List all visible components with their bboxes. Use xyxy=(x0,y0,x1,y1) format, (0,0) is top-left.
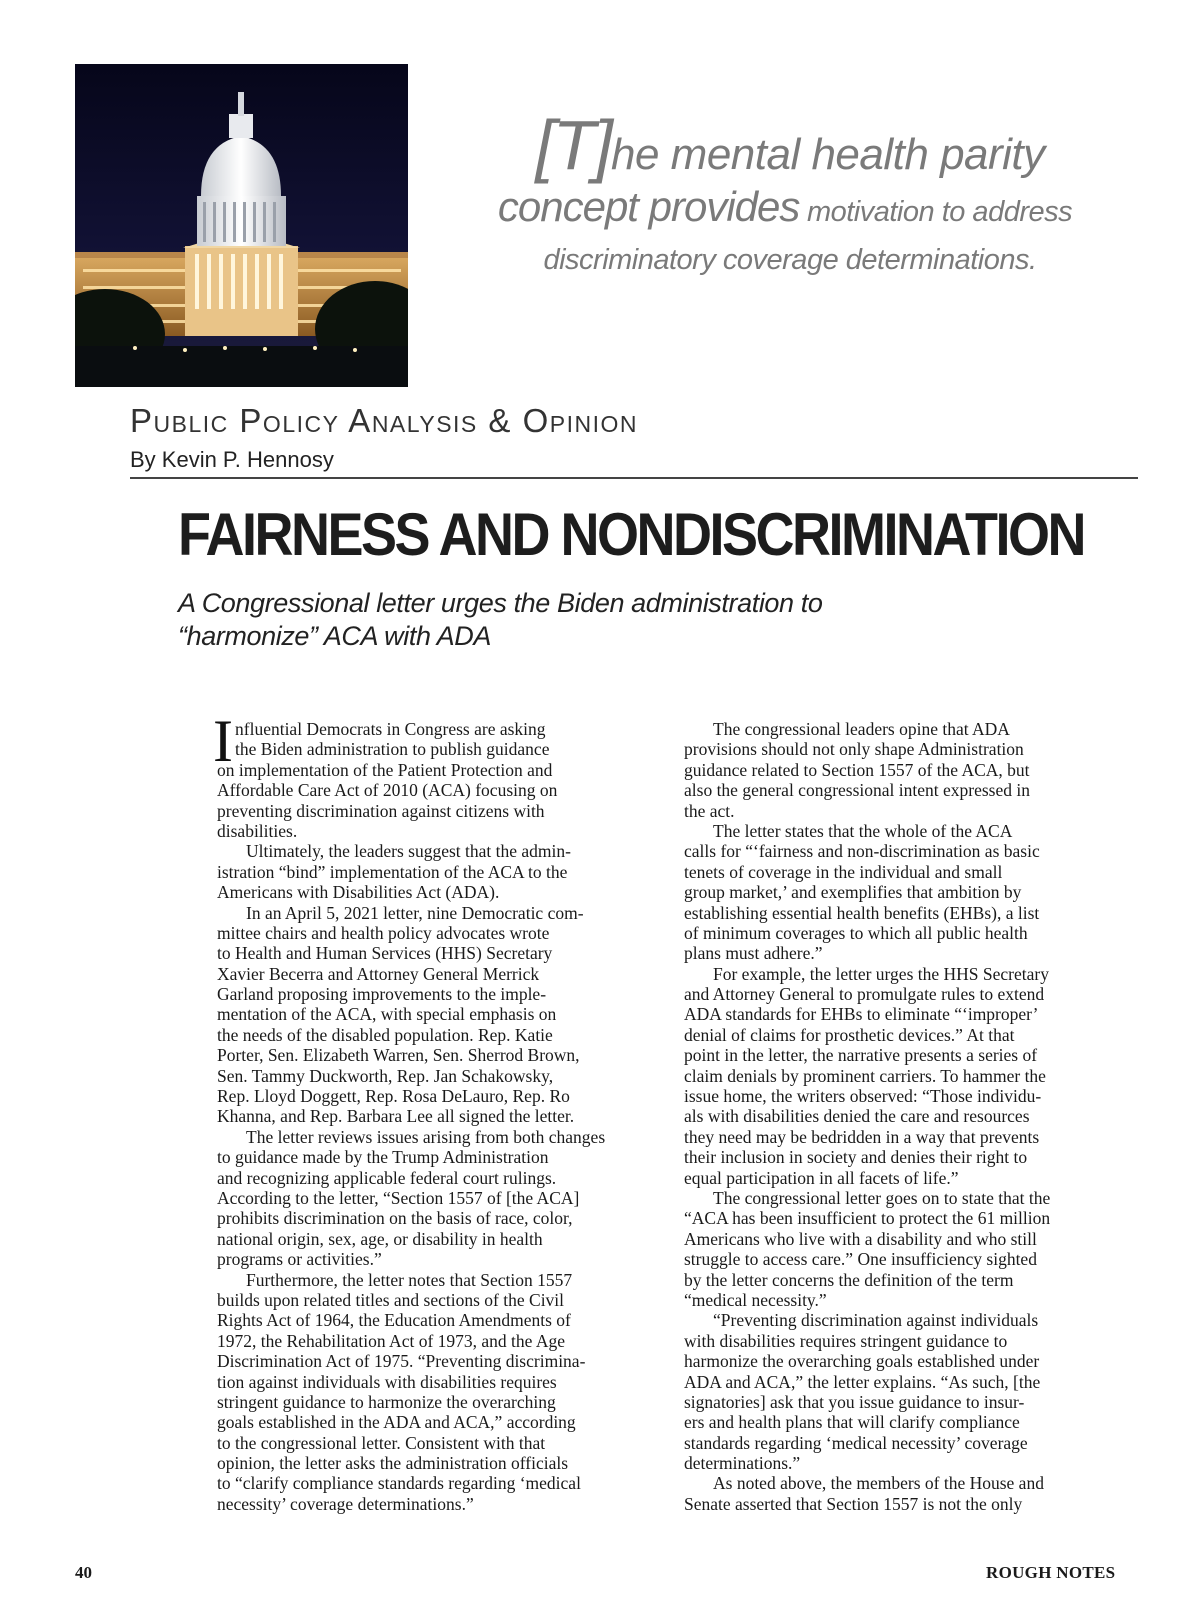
article-line: mentation of the ACA, with special emphasis on xyxy=(217,1004,557,1025)
article-line: denial of claims for prosthetic devices.” At that xyxy=(684,1024,1015,1045)
article-line: “medical necessity.” xyxy=(684,1289,827,1310)
article-line: istration “bind” implementation of the ACA to the xyxy=(217,861,568,882)
article-line: determinations.” xyxy=(684,1453,801,1474)
article-line: The congressional letter goes on to state that the xyxy=(713,1187,1051,1208)
publication-name: ROUGH NOTES xyxy=(986,1563,1116,1582)
pull-quote-line-2-large: concept provides xyxy=(497,183,800,230)
article-line: and recognizing applicable federal court rulings. xyxy=(217,1167,557,1188)
article-line: Xavier Becerra and Attorney General Merrick xyxy=(217,963,540,984)
section-label: Public Policy Analysis & Opinion xyxy=(130,402,639,439)
article-line: with disabilities requires stringent guidance to xyxy=(684,1330,1008,1351)
article-line: establishing essential health benefits (EHBs), a list xyxy=(684,902,1040,923)
article-line: stringent guidance to harmonize the overarching xyxy=(217,1391,556,1412)
article-line: As noted above, the members of the House and xyxy=(713,1473,1044,1494)
capitol-building-image xyxy=(75,64,408,387)
article-line: equal participation in all facets of life.” xyxy=(684,1167,959,1188)
article-line: Americans who live with a disability and who still xyxy=(684,1228,1037,1249)
article-line: The congressional leaders opine that ADA xyxy=(713,719,1010,739)
article-line: necessity’ coverage determinations.” xyxy=(217,1493,474,1514)
article-line: standards regarding ‘medical necessity’ coverage xyxy=(684,1432,1028,1453)
article-line: to guidance made by the Trump Administration xyxy=(217,1147,549,1168)
article-line: programs or activities.” xyxy=(217,1249,382,1270)
pull-quote-line-1-rest: he mental health parity xyxy=(611,130,1045,179)
article-line: Khanna, and Rep. Barbara Lee all signed the letter. xyxy=(217,1106,575,1127)
capitol-photo xyxy=(75,64,408,387)
byline: By Kevin P. Hennosy xyxy=(130,447,334,472)
article-line: signatories] ask that you issue guidance to insur- xyxy=(684,1391,1025,1412)
article-line: by the letter concerns the definition of the term xyxy=(684,1269,1014,1290)
article-line: to “clarify compliance standards regarding ‘medical xyxy=(217,1473,581,1494)
pull-quote-line-1 xyxy=(440,106,1140,184)
drop-cap: I xyxy=(213,708,233,774)
article-line: prohibits discrimination on the basis of race, color, xyxy=(217,1208,573,1229)
pull-quote-bracket-t: [T] xyxy=(535,106,611,184)
article-line: For example, the letter urges the HHS Secretary xyxy=(713,963,1049,984)
article-line: opinion, the letter asks the administration officials xyxy=(217,1453,569,1474)
article-line: According to the letter, “Section 1557 of [the ACA] xyxy=(217,1187,580,1208)
article-line: Sen. Tammy Duckworth, Rep. Jan Schakowsky, xyxy=(217,1065,554,1086)
article-line: builds upon related titles and sections of the Civil xyxy=(217,1289,565,1310)
article-line: Porter, Sen. Elizabeth Warren, Sen. Sherrod Brown, xyxy=(217,1045,580,1066)
article-line: the needs of the disabled population. Rep. Katie xyxy=(217,1024,553,1045)
article-line: tenets of coverage in the individual and small xyxy=(684,861,1003,882)
page-number: 40 xyxy=(75,1563,92,1582)
article-line: “Preventing discrimination against individuals xyxy=(713,1310,1039,1331)
article-line: Discrimination Act of 1975. “Preventing discrimina- xyxy=(217,1351,586,1372)
article-column-right xyxy=(684,719,1129,1514)
header-rule xyxy=(130,477,1138,479)
article-line: their inclusion in society and denies their right to xyxy=(684,1147,1028,1168)
headline: FAIRNESS AND NONDISCRIMINATION xyxy=(178,501,1085,569)
article-line: group market,’ and exemplifies that ambition by xyxy=(684,882,1022,903)
article-line: als with disabilities denied the care and resources xyxy=(684,1106,1030,1127)
article-line: the Biden administration to publish guidance xyxy=(235,739,550,760)
article-line: on implementation of the Patient Protection and xyxy=(217,759,553,780)
deck-line-2: “harmonize” ACA with ADA xyxy=(178,621,491,651)
article-line: Ultimately, the leaders suggest that the admin- xyxy=(246,841,571,862)
pull-quote-line-3: discriminatory coverage determinations. xyxy=(543,244,1037,276)
pull-quote xyxy=(440,106,1140,281)
article-line: nfluential Democrats in Congress are asking xyxy=(235,719,546,739)
article-line: preventing discrimination against citizens with xyxy=(217,800,545,821)
article-line: In an April 5, 2021 letter, nine Democratic com- xyxy=(246,902,584,923)
pull-quote-line-2 xyxy=(440,180,1140,239)
article-line: and Attorney General to promulgate rules to extend xyxy=(684,984,1045,1005)
article-line: Affordable Care Act of 2010 (ACA) focusing on xyxy=(217,780,558,801)
article-line: harmonize the overarching goals established under xyxy=(684,1351,1040,1372)
article-line: mittee chairs and health policy advocates wrote xyxy=(217,922,550,943)
article-line: claim denials by prominent carriers. To hammer the xyxy=(684,1065,1046,1086)
article-line: 1972, the Rehabilitation Act of 1973, and the Age xyxy=(217,1330,565,1351)
article-line: “ACA has been insufficient to protect the 61 million xyxy=(684,1208,1051,1229)
article-line: calls for “‘fairness and non-discrimination as basic xyxy=(684,841,1040,862)
article-line: The letter reviews issues arising from both changes xyxy=(246,1126,606,1147)
article-line: goals established in the ADA and ACA,” according xyxy=(217,1412,576,1433)
article-line: ADA and ACA,” the letter explains. “As such, [the xyxy=(684,1371,1041,1392)
pull-quote-line-2-small: motivation to address xyxy=(799,196,1073,228)
article-line: of minimum coverages to which all public health xyxy=(684,922,1028,943)
article-line: disabilities. xyxy=(217,820,298,841)
article-line: to Health and Human Services (HHS) Secretary xyxy=(217,943,553,964)
article-line: tion against individuals with disabilities requires xyxy=(217,1371,557,1392)
deck xyxy=(178,587,878,653)
article-line: issue home, the writers observed: “Those individu- xyxy=(684,1086,1042,1107)
article-line: they need may be bedridden in a way that prevents xyxy=(684,1126,1040,1147)
article-line: provisions should not only shape Administration xyxy=(684,739,1024,760)
article-line: Senate asserted that Section 1557 is not the only xyxy=(684,1493,1023,1514)
article-line: also the general congressional intent expressed in xyxy=(684,780,1031,801)
article-line: Furthermore, the letter notes that Section 1557 xyxy=(246,1269,573,1290)
article-line: Rep. Lloyd Doggett, Rep. Rosa DeLauro, Rep. Ro xyxy=(217,1086,570,1107)
article-line: ADA standards for EHBs to eliminate “‘improper’ xyxy=(684,1004,1039,1025)
article-line: The letter states that the whole of the ACA xyxy=(713,820,1013,841)
article-line: plans must adhere.” xyxy=(684,943,823,964)
article-line: Americans with Disabilities Act (ADA). xyxy=(217,882,500,903)
article-line: point in the letter, the narrative presents a series of xyxy=(684,1045,1038,1066)
article-line: Garland proposing improvements to the imple- xyxy=(217,984,547,1005)
article-line: ers and health plans that will clarify compliance xyxy=(684,1412,1020,1433)
article-line: guidance related to Section 1557 of the ACA, but xyxy=(684,759,1030,780)
article-line: the act. xyxy=(684,800,735,821)
article-line: national origin, sex, age, or disability in health xyxy=(217,1228,543,1249)
article-line: Rights Act of 1964, the Education Amendments of xyxy=(217,1310,571,1331)
deck-line-1: A Congressional letter urges the Biden administration to xyxy=(178,588,823,618)
article-line: to the congressional letter. Consistent with that xyxy=(217,1432,546,1453)
article-column-left xyxy=(213,708,662,1514)
article-line: struggle to access care.” One insufficiency sighted xyxy=(684,1249,1037,1270)
